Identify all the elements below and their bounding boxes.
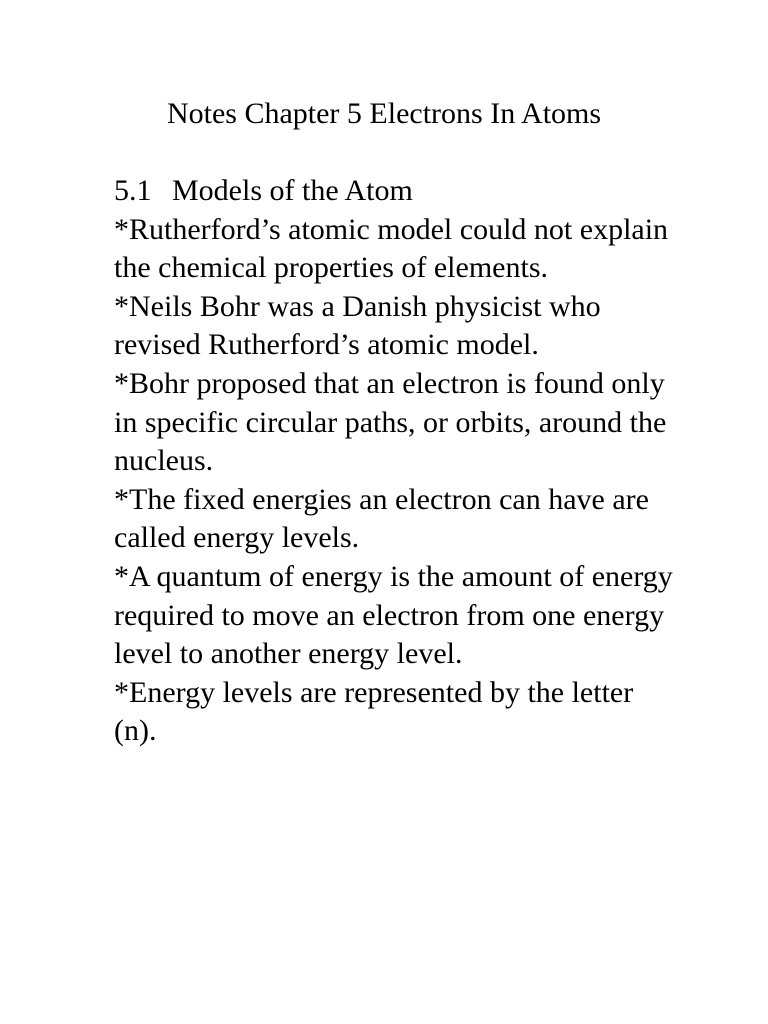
note-point: *Neils Bohr was a Danish physicist who revised Rutherford’s atomic model. xyxy=(114,289,601,362)
section-heading xyxy=(114,172,674,211)
section-number: 5.1 xyxy=(114,174,152,207)
note-point: *Rutherford’s atomic model could not explain the chemical properties of elements. xyxy=(114,212,669,285)
note-point: *Bohr proposed that an electron is found only in specific circular paths, or orbits, around the nucleus. xyxy=(114,366,667,478)
note-point: *The fixed energies an electron can have are called energy levels. xyxy=(114,482,649,555)
note-point: *Energy levels are represented by the letter (n). xyxy=(114,675,634,748)
note-point: *A quantum of energy is the amount of energy required to move an electron from one energy level to another energy level. xyxy=(114,559,673,671)
notes-body xyxy=(114,172,674,751)
page-title: Notes Chapter 5 Electrons In Atoms xyxy=(166,97,602,130)
section-title: Models of the Atom xyxy=(172,174,413,207)
